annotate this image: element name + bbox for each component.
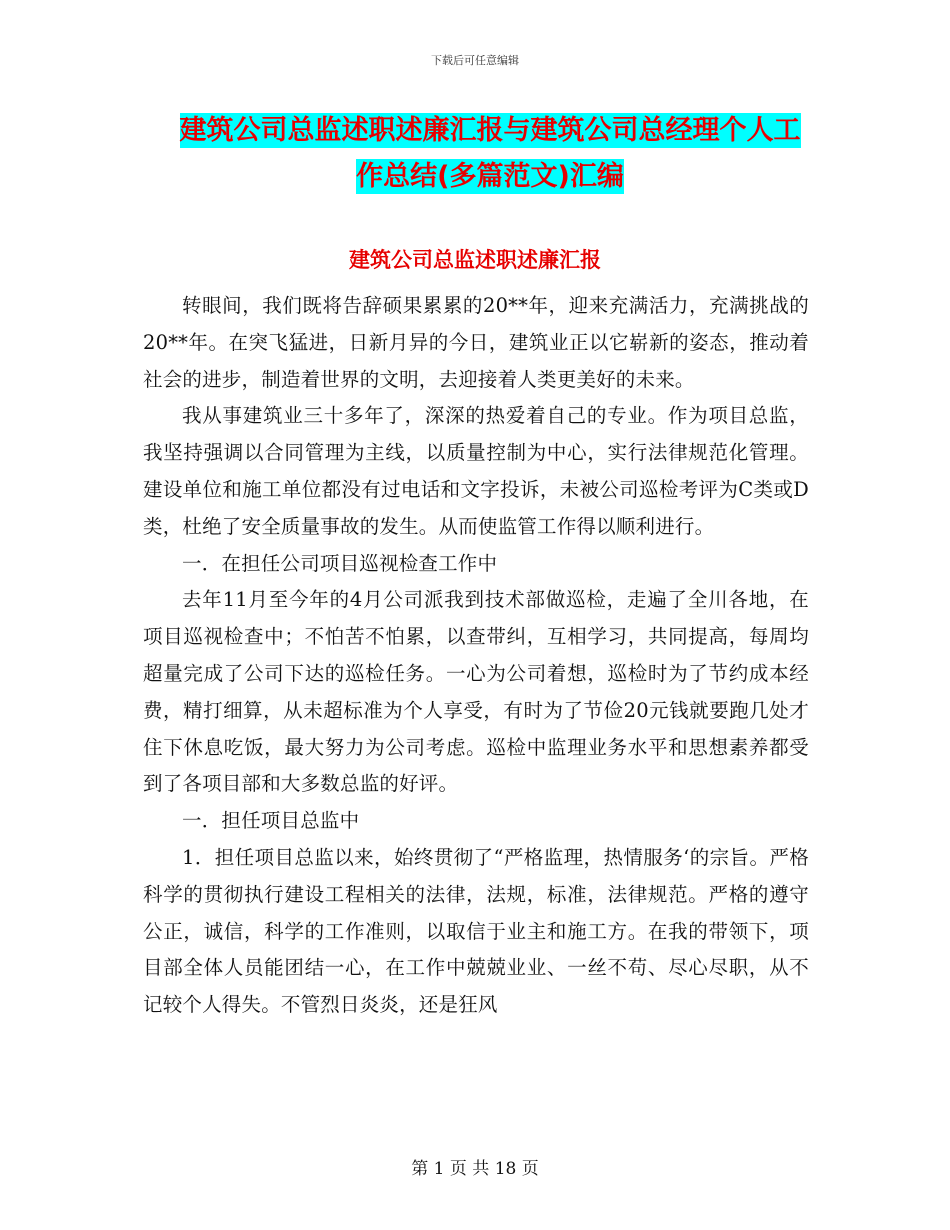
title-line-1 <box>140 108 840 154</box>
heading-inspection: 一．在担任公司项目巡视检查工作中 <box>182 551 498 575</box>
paragraph-4: 1．担任项目总监以来，始终贯彻了“严格监理，热情服务‘的宗旨。严格科学的贯彻执行建设工程相关的法律，法规，标准，法律规范。严格的遵守公正，诚信，科学的工作准则，以取信于业主和施工方。在我的带领下，项目部全体人员能团结一心，在工作中兢兢业业、一丝不苟、尽心尽职，从不记较个人得失。不管烈日炎炎，还是狂风 <box>143 845 809 1017</box>
paragraph-2: 我从事建筑业三十多年了，深深的热爱着自己的专业。作为项目总监，我坚持强调以合同管理为主线，以质量控制为中心，实行法律规范化管理。建设单位和施工单位都没有过电话和文字投诉，未被公司巡检考评为C类或D类，杜绝了安全质量事故的发生。从而使监管工作得以顺利进行。 <box>143 404 809 538</box>
paragraph-3: 去年11月至今年的4月公司派我到技术部做巡检，走遍了全川各地，在项目巡视检查中；不怕苦不怕累，以查带纠，互相学习，共同提高，每周均超量完成了公司下达的巡检任务。一心为公司着想，巡检时为了节约成本经费，精打细算，从未超标准为个人享受，有时为了节俭20元钱就要跑几处才住下休息吃饭，最大努力为公司考虑。巡检中监理业务水平和思想素养都受到了各项目部和大多数总监的好评。 <box>143 588 809 796</box>
document-title <box>140 108 840 200</box>
title-line-2-text: 作总结(多篇范文)汇编 <box>356 161 624 192</box>
title-line-2 <box>140 154 840 200</box>
paragraph-1: 转眼间，我们既将告辞硕果累累的20**年，迎来充满活力，充满挑战的20**年。在突飞猛进，日新月异的今日，建筑业正以它崭新的姿态，推动着社会的进步，制造着世界的文明，去迎接着人类更美好的未来。 <box>143 294 809 391</box>
page-footer: 第 1 页 共 18 页 <box>411 1159 539 1179</box>
heading-project-director: 一．担任项目总监中 <box>182 809 360 833</box>
title-line-1-text: 建筑公司总监述职述廉汇报与建筑公司总经理个人工 <box>179 115 801 146</box>
section-title: 建筑公司总监述职述廉汇报 <box>349 248 601 272</box>
header-note: 下载后可任意编辑 <box>431 54 519 67</box>
body-text <box>143 288 809 1024</box>
